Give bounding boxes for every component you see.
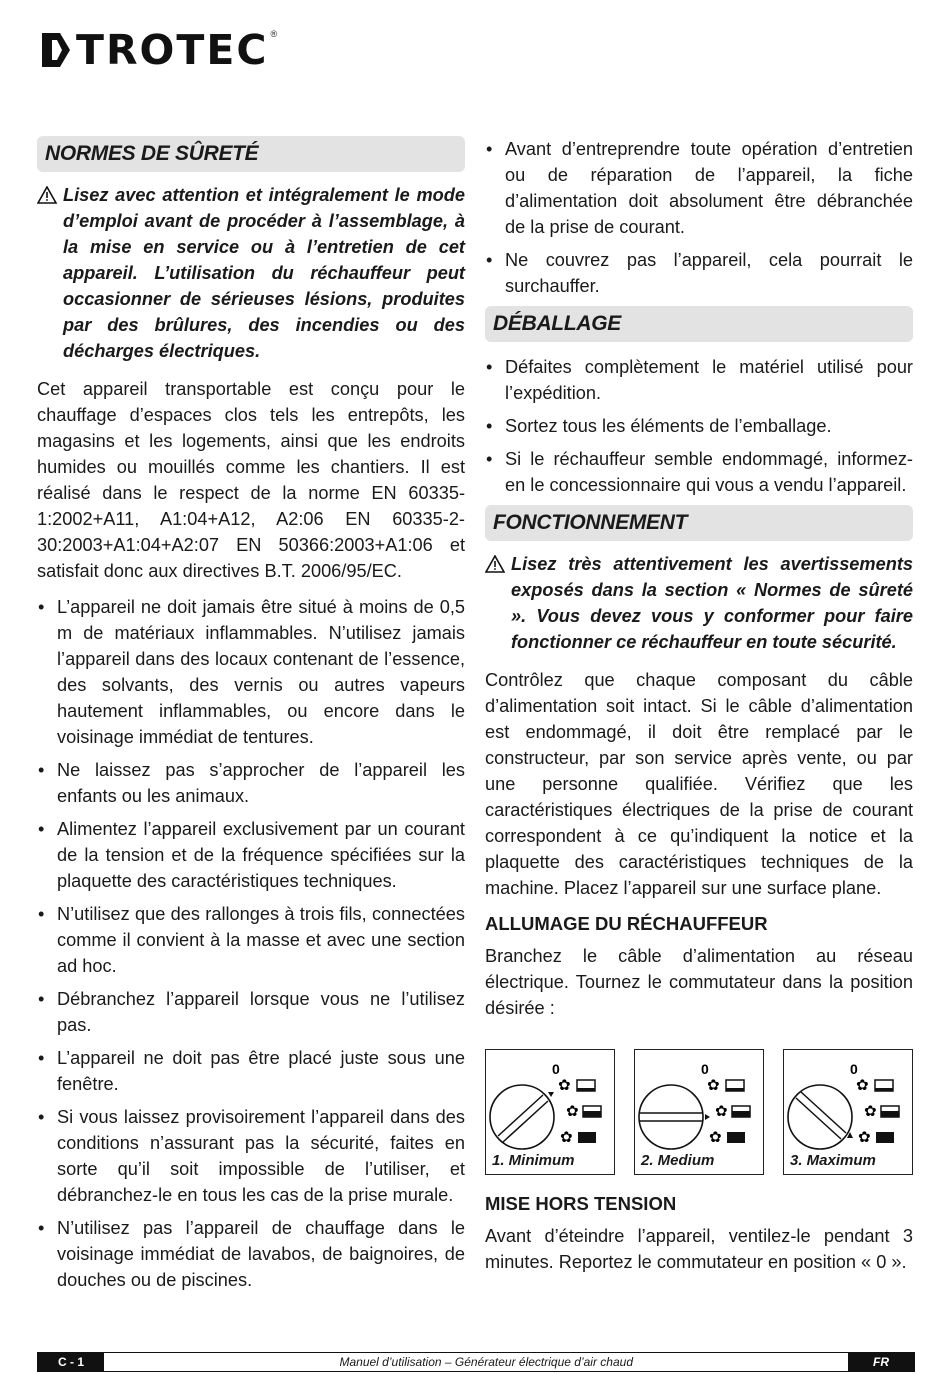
list-item: • Alimentez l’appareil exclusivement par un courant de la tension et de la fréquence spécifiées sur la plaquette des caractéristiques techniques. (37, 816, 465, 894)
trotec-logo-icon (40, 31, 72, 69)
svg-text:✿: ✿ (856, 1076, 869, 1094)
list-item: • N’utilisez que des rallonges à trois fils, connectées comme il convient à la masse et avec une section ad hoc. (37, 901, 465, 979)
safety-heading: NORMES DE SÛRETÉ (37, 136, 465, 172)
list-item: • Défaites complètement le matériel utilisé pour l’expédition. (485, 354, 913, 406)
list-item: • N’utilisez pas l’appareil de chauffage dans le voisinage immédiat de lavabos, de baignoires, de douches ou de piscines. (37, 1215, 465, 1293)
switch-label-maximum: 3. Maximum (790, 1152, 876, 1169)
operation-heading: FONCTIONNEMENT (485, 505, 913, 541)
svg-text:✿: ✿ (707, 1076, 720, 1094)
safety-list-continued (485, 136, 913, 299)
switch-positions (485, 1049, 913, 1175)
list-item: • Avant d’entreprendre toute opération d’entretien ou de réparation de l’appareil, la fiche d’alimentation doit absolument être débranchée de la prise de courant. (485, 136, 913, 240)
power-off-heading: MISE HORS TENSION (485, 1193, 677, 1214)
switch-label-minimum: 1. Minimum (492, 1152, 575, 1169)
list-item: • Si le réchauffeur semble endommagé, informez-en le concessionnaire qui vous a vendu l’appareil. (485, 446, 913, 498)
unpacking-list (485, 354, 913, 498)
switch-zero-label: 0 (552, 1061, 560, 1077)
warning-triangle-icon (485, 551, 511, 655)
brand-logo (40, 25, 278, 74)
svg-text:✿: ✿ (715, 1102, 728, 1120)
operation-warning (485, 551, 913, 655)
language-code: FR (848, 1353, 914, 1371)
ignition-paragraph: Branchez le câble d’alimentation au réseau électrique. Tournez le commutateur dans la position désirée : (485, 946, 913, 1018)
switch-zero-label: 0 (701, 1061, 709, 1077)
safety-list (37, 594, 465, 1293)
ignition-heading: ALLUMAGE DU RÉCHAUFFEUR (485, 913, 768, 934)
list-item: • L’appareil ne doit pas être placé juste sous une fenêtre. (37, 1045, 465, 1097)
list-item: • Sortez tous les éléments de l’emballage. (485, 413, 913, 439)
list-item: • L’appareil ne doit jamais être situé à moins de 0,5 m de matériaux inflammables. N’utilisez jamais l’appareil dans des locaux contenant de l’essence, des solvants, des vernis ou autres vapeurs hautement inflammables, ou encore dans le voisinage immédiat de tentures. (37, 594, 465, 750)
intro-paragraph: Cet appareil transportable est conçu pour le chauffage d’espaces clos tels les entrepôts, les magasins et les logements, ainsi que les endroits humides ou mouillés comme les chantiers. Il est réalisé dans le respect de la norme EN 60335-1:2002+A11, A1:04+A12, A2:06 EN 60335-2-30:2003+A1:04+A2:07 EN 50366:2003+A1:06 et satisfait donc aux directives B.T. 2006/95/EC. (37, 379, 465, 581)
svg-text:✿: ✿ (864, 1102, 877, 1120)
left-column (37, 136, 465, 1300)
footer-title: Manuel d’utilisation – Générateur électrique d’air chaud (339, 1355, 633, 1369)
switch-position-maximum (783, 1049, 913, 1175)
switch-position-minimum (485, 1049, 615, 1175)
power-off-paragraph: Avant d’éteindre l’appareil, ventilez-le pendant 3 minutes. Reportez le commutateur en position « 0 ». (485, 1226, 913, 1272)
page-number: C - 1 (38, 1353, 104, 1371)
operation-warning-text: Lisez très attentivement les avertissements exposés dans la section « Normes de sûreté ». Vous devez vous y conformer pour faire fonctionner ce réchauffeur en toute sécurité. (511, 554, 913, 652)
switch-position-medium (634, 1049, 764, 1175)
brand-registered: ® (270, 29, 278, 39)
svg-text:✿: ✿ (858, 1128, 871, 1146)
list-item: • Si vous laissez provisoirement l’appareil dans des conditions n’assurant pas la sécurité, faites en sorte qu’il soit impossible de l’utiliser, et débranchez-le en tous les cas de la prise murale. (37, 1104, 465, 1208)
svg-text:✿: ✿ (709, 1128, 722, 1146)
safety-warning-text: Lisez avec attention et intégralement le mode d’emploi avant de procéder à l’assemblage, à la mise en service ou à l’entretien de cet appareil. L’utilisation du réchauffeur peut occasionner de sérieuses lésions, produites par des brûlures, des incendies ou des décharges électriques. (63, 185, 465, 361)
list-item: • Ne couvrez pas l’appareil, cela pourrait le surchauffer. (485, 247, 913, 299)
warning-triangle-icon (37, 182, 63, 364)
switch-label-medium: 2. Medium (641, 1152, 715, 1169)
svg-text:✿: ✿ (566, 1102, 579, 1120)
operation-paragraph: Contrôlez que chaque composant du câble d’alimentation soit intact. Si le câble d’alimentation est endommagé, il doit être remplacé par le constructeur, par son service après vente, ou par une personne qualifiée. Vérifiez que les caractéristiques électriques de la prise de courant correspondent à ce qu’indiquent la notice et la plaquette des caractéristiques techniques de la machine. Placez l’appareil sur une surface plane. (485, 670, 913, 898)
unpacking-heading: DÉBALLAGE (485, 306, 913, 342)
safety-warning (37, 182, 465, 364)
switch-zero-label: 0 (850, 1061, 858, 1077)
svg-text:✿: ✿ (560, 1128, 573, 1146)
list-item: • Ne laissez pas s’approcher de l’appareil les enfants ou les animaux. (37, 757, 465, 809)
brand-name: TROTEC (76, 25, 269, 74)
right-column (485, 136, 913, 1285)
page-footer (37, 1352, 915, 1372)
svg-text:✿: ✿ (558, 1076, 571, 1094)
list-item: • Débranchez l’appareil lorsque vous ne l’utilisez pas. (37, 986, 465, 1038)
